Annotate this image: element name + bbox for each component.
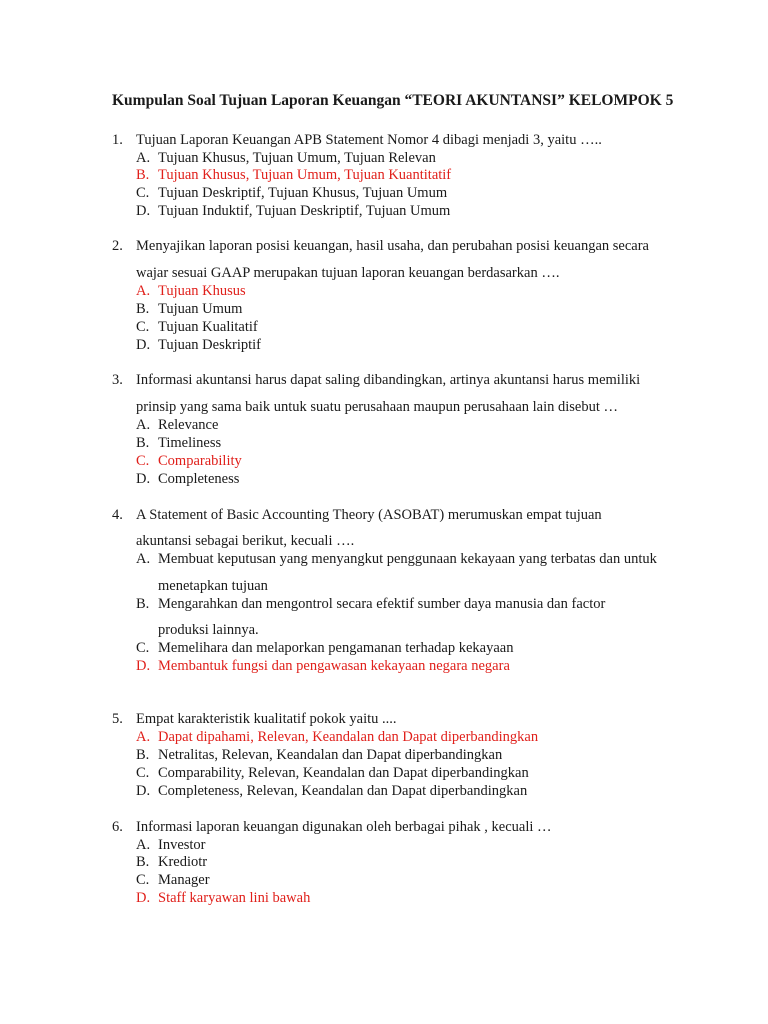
option-text-continued: produksi lainnya. [158,622,259,638]
option-letter: B. [136,435,150,451]
option-a-answer [136,282,246,300]
question-text: Informasi akuntansi harus dapat saling dibandingkan, artinya akuntansi harus memiliki [136,372,641,388]
option-letter: D. [136,337,151,353]
question-number: 2. [112,238,123,254]
option-text: Dapat dipahami, Relevan, Keandalan dan Dapat diperbandingkan [158,729,539,745]
option-letter: A. [136,417,151,433]
option-text: Tujuan Deskriptif [158,337,261,353]
option-text: Tujuan Kualitatif [158,319,258,335]
option-text: Tujuan Khusus, Tujuan Umum, Tujuan Kuantitatif [158,167,452,183]
option-text: Staff karyawan lini bawah [158,890,311,906]
option-b [136,595,605,613]
option-text: Completeness, Relevan, Keandalan dan Dapat diperbandingkan [158,783,528,799]
option-b [136,300,242,318]
option-text: Membantuk fungsi dan pengawasan kekayaan negara negara [158,658,510,674]
question-text: Informasi laporan keuangan digunakan oleh berbagai pihak , kecuali … [136,819,552,835]
option-letter: C. [136,185,150,201]
option-text: Tujuan Umum [158,301,243,317]
option-text-continued: menetapkan tujuan [158,578,268,594]
option-text: Tujuan Khusus, Tujuan Umum, Tujuan Relevan [158,150,436,166]
option-letter: B. [136,167,150,183]
question-text-continued: akuntansi sebagai berikut, kecuali …. [136,533,355,549]
option-c [136,764,529,782]
option-d [136,202,450,220]
option-letter: A. [136,551,151,567]
option-text: Comparability [158,453,242,469]
option-text: Tujuan Deskriptif, Tujuan Khusus, Tujuan Umum [158,185,448,201]
option-text: Completeness [158,471,240,487]
option-d-answer [136,657,510,675]
question-text: Empat karakteristik kualitatif pokok yaitu .... [136,711,397,727]
option-text: Relevance [158,417,219,433]
option-text: Membuat keputusan yang menyangkut penggunaan kekayaan yang terbatas dan untuk [158,551,657,567]
question-text-continued: prinsip yang sama baik untuk suatu perusahaan maupun perusahaan lain disebut … [136,399,619,415]
option-letter: D. [136,890,151,906]
option-d-answer [136,889,310,907]
question-text-continued: wajar sesuai GAAP merupakan tujuan laporan keuangan berdasarkan …. [136,265,560,281]
option-c [136,184,447,202]
option-letter: C. [136,319,150,335]
option-d [136,470,239,488]
question-text: Tujuan Laporan Keuangan APB Statement Nomor 4 dibagi menjadi 3, yaitu ….. [136,132,602,148]
document-title: Kumpulan Soal Tujuan Laporan Keuangan “TEORI AKUNTANSI” KELOMPOK 5 [112,92,674,109]
option-letter: B. [136,854,150,870]
option-text: Krediotr [158,854,208,870]
option-c [136,318,258,336]
option-b [136,853,207,871]
option-a [136,149,436,167]
option-b-answer [136,166,451,184]
option-a-answer [136,728,538,746]
option-letter: C. [136,765,150,781]
option-c [136,639,513,657]
option-letter: C. [136,872,150,888]
option-letter: B. [136,596,150,612]
question-number: 1. [112,132,123,148]
option-b [136,434,221,452]
question-number: 3. [112,372,123,388]
option-text: Tujuan Khusus [158,283,246,299]
option-d [136,336,261,354]
option-letter: B. [136,747,150,763]
option-c-answer [136,452,242,470]
option-a [136,550,657,568]
option-text: Mengarahkan dan mengontrol secara efektif sumber daya manusia dan factor [158,596,606,612]
option-text: Netralitas, Relevan, Keandalan dan Dapat diperbandingkan [158,747,503,763]
option-letter: C. [136,453,150,469]
question-number: 5. [112,711,123,727]
option-d [136,782,527,800]
question-number: 4. [112,507,123,523]
option-text: Manager [158,872,210,888]
question-text: A Statement of Basic Accounting Theory (ASOBAT) merumuskan empat tujuan [136,507,602,523]
option-text: Memelihara dan melaporkan pengamanan terhadap kekayaan [158,640,514,656]
option-letter: A. [136,283,151,299]
option-text: Investor [158,837,206,853]
option-letter: D. [136,783,151,799]
option-letter: D. [136,471,151,487]
option-text: Tujuan Induktif, Tujuan Deskriptif, Tujuan Umum [158,203,451,219]
option-letter: D. [136,203,151,219]
option-letter: C. [136,640,150,656]
option-b [136,746,502,764]
option-c [136,871,210,889]
option-a [136,416,218,434]
option-letter: A. [136,729,151,745]
option-letter: A. [136,837,151,853]
option-text: Timeliness [158,435,222,451]
option-a [136,836,206,854]
question-text: Menyajikan laporan posisi keuangan, hasil usaha, dan perubahan posisi keuangan secara [136,238,649,254]
option-text: Comparability, Relevan, Keandalan dan Dapat diperbandingkan [158,765,529,781]
question-number: 6. [112,819,123,835]
option-letter: B. [136,301,150,317]
option-letter: A. [136,150,151,166]
option-letter: D. [136,658,151,674]
